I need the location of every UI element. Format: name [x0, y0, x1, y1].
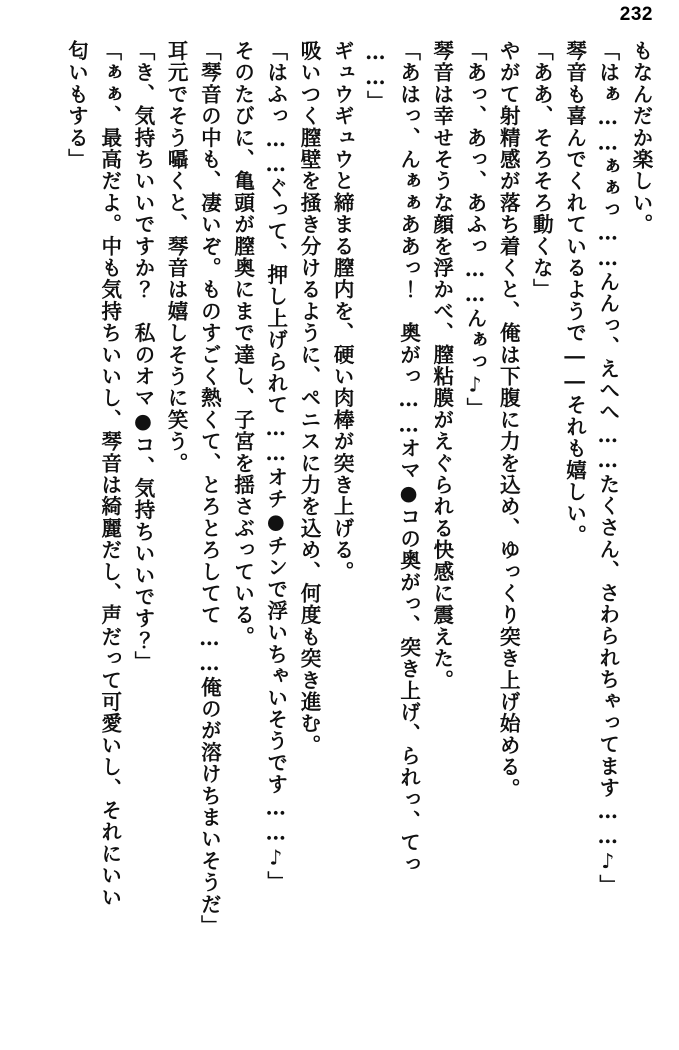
- text-line: やがて射精感が落ち着くと、俺は下腹に力を込め、ゆっくり突き上げ始める。: [496, 40, 521, 800]
- text-line: 耳元でそう囁くと、琴音は嬉しそうに笑う。: [164, 40, 189, 474]
- text-line: ギュウギュウと締まる膣内を、硬い肉棒が突き上げる。: [330, 40, 355, 583]
- text-line: 「琴音の中も、凄いぞ。ものすごく熱くて、とろとろしてて……俺のが溶けちまいそうだ」: [197, 40, 222, 937]
- text-line: 「ぁぁ、最高だよ。中も気持ちいいし、琴音は綺麗だし、声だって可愛いし、それにいい: [97, 40, 122, 908]
- text-line: 「はぁ……ぁぁっ……んんっ、えへへ……たくさん、さわられちゃってます……♪」: [595, 40, 620, 897]
- text-line: ……」: [363, 40, 388, 113]
- text-line: 「ああ、そろそろ動くな」: [529, 40, 554, 301]
- text-line: 琴音も喜んでくれているようで――それも嬉しい。: [562, 40, 587, 547]
- page-number: 232: [619, 4, 653, 25]
- page-body-text: [14, 40, 657, 1032]
- text-line: 匂いもする」: [64, 40, 89, 171]
- text-line: そのたびに、亀頭が膣奥にまで達し、子宮を揺さぶっている。: [230, 40, 255, 648]
- text-line: 「あはっ、んぁぁああっ！ 奥がっ……オマ●コの奥がっ、突き上げ、られっ、てっ: [396, 40, 421, 876]
- text-line: 吸いつく膣壁を掻き分けるように、ペニスに力を込め、何度も突き進む。: [296, 40, 321, 757]
- text-line: もなんだか楽しい。: [629, 40, 653, 236]
- text-line: 琴音は幸せそうな顔を浮かべ、膣粘膜がえぐられる快感に震えた。: [429, 40, 454, 691]
- text-line: 「あっ、あっ、あふっ……んぁっ♪」: [462, 40, 487, 420]
- text-line: 「き、気持ちいいですか？ 私のオマ●コ、気持ちいいです？」: [130, 40, 155, 673]
- text-line: 「はふっ……ぐって、押し上げられて……オチ●チンで浮いちゃいそうです……♪」: [263, 40, 288, 893]
